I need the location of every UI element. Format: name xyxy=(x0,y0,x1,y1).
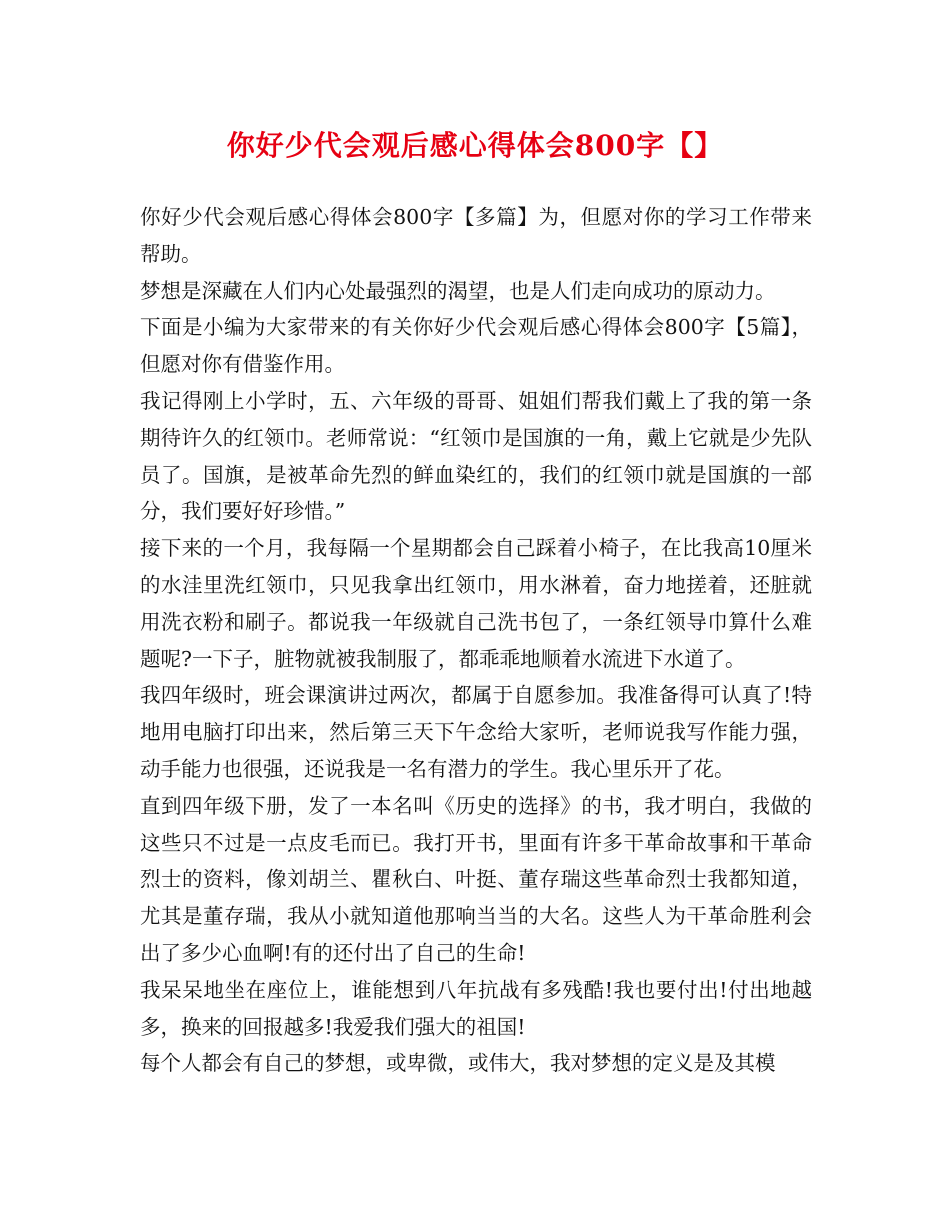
document-body xyxy=(140,199,812,1082)
paragraph-class-speech: 我四年级时，班会课演讲过两次，都属于自愿参加。我准备得可认真了!特地用电脑打印出来，然后第三天下午念给大家听，老师说我写作能力强，动手能力也很强，还说我是一名有潜力的学生。我心里乐开了花。 xyxy=(140,683,812,781)
paragraph-dreams: 每个人都会有自己的梦想，或卑微，或伟大，我对梦想的定义是及其模 xyxy=(140,1051,776,1076)
document-title: 你好少代会观后感心得体会800字【】 xyxy=(226,129,724,162)
paragraph-washing-scarf: 接下来的一个月，我每隔一个星期都会自己踩着小椅子，在比我高10厘米的水洼里洗红领巾，只见我拿出红领巾，用水淋着，奋力地搓着，还脏就用洗衣粉和刷子。都说我一年级就自己洗书包了，一条红领导巾算什么难题呢?一下子，脏物就被我制服了，都乖乖地顺着水流进下水道了。 xyxy=(140,536,812,671)
paragraph-reflection: 我呆呆地坐在座位上，谁能想到八年抗战有多残酷!我也要付出!付出地越多，换来的回报越多!我爱我们强大的祖国! xyxy=(140,977,812,1039)
paragraph-history-book: 直到四年级下册，发了一本名叫《历史的选择》的书，我才明白，我做的这些只不过是一点皮毛而已。我打开书，里面有许多干革命故事和干革命烈士的资料，像刘胡兰、瞿秋白、叶挺、董存瑞这些革命烈士我都知道，尤其是董存瑞，我从小就知道他那响当当的大名。这些人为干革命胜利会出了多少心血啊!有的还付出了自己的生命! xyxy=(140,793,812,965)
paragraph-dream-definition: 梦想是深藏在人们内心处最强烈的渴望，也是人们走向成功的原动力。 xyxy=(140,278,776,303)
paragraph-red-scarf: 我记得刚上小学时，五、六年级的哥哥、姐姐们帮我们戴上了我的第一条期待许久的红领巾。老师常说：“红领巾是国旗的一角，戴上它就是少先队员了。国旗，是被革命先烈的鲜血染红的，我们的红领巾就是国旗的一部分，我们要好好珍惜。” xyxy=(140,388,812,524)
paragraph-intro: 你好少代会观后感心得体会800字【多篇】为，但愿对你的学习工作带来帮助。 xyxy=(140,205,812,266)
paragraph-editor-note: 下面是小编为大家带来的有关你好少代会观后感心得体会800字【5篇】，但愿对你有借鉴作用。 xyxy=(140,315,812,377)
